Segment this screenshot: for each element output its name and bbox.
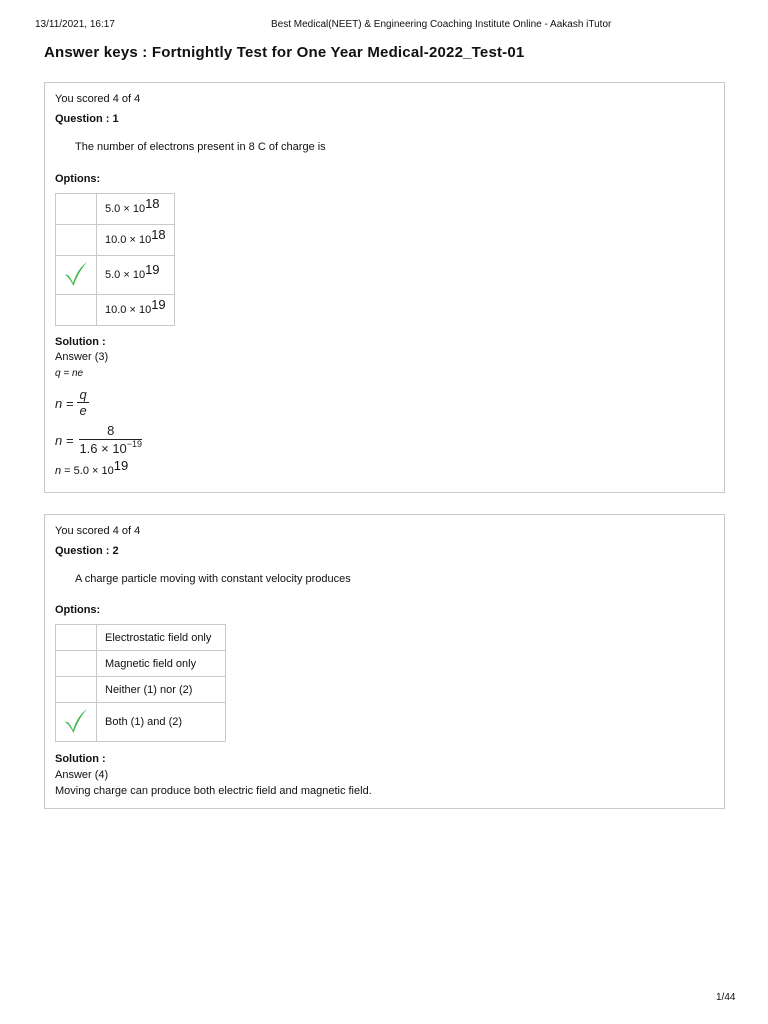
option-mark-cell (56, 225, 97, 256)
option-text: $5.0 \times 10^{19}$ (97, 256, 175, 295)
option-mark-cell (56, 256, 97, 295)
option-mark-cell (56, 677, 97, 703)
options-label: Options: (55, 604, 101, 616)
question-card-2 (44, 514, 725, 809)
print-datetime: 13/11/2021, 16:17 (35, 19, 115, 30)
option-row-3 (56, 256, 175, 295)
question-number: Question : 2 (55, 545, 119, 557)
option-text: $10.0 \times 10^{19}$ (97, 295, 175, 326)
formula-lhs: n = (55, 395, 74, 411)
check-icon (64, 261, 88, 287)
option-row-2 (56, 651, 226, 677)
solution-explanation: Moving charge can produce both electric field and magnetic field. (55, 785, 372, 797)
option-text: Neither (1) nor (2) (97, 677, 226, 703)
page-number: 1/44 (716, 992, 736, 1003)
denominator: $1.6 \times 10^{-19}$ (79, 439, 143, 456)
print-site-title: Best Medical(NEET) & Engineering Coaching Institute Online - Aakash iTutor (271, 19, 612, 30)
options-table (55, 624, 226, 742)
fraction (77, 387, 88, 419)
options-label: Options: (55, 173, 101, 185)
option-row-3 (56, 677, 226, 703)
options-table (55, 193, 175, 326)
option-mark-cell (56, 651, 97, 677)
option-mark-cell (56, 295, 97, 326)
solution-label: Solution : (55, 753, 106, 765)
check-icon (64, 708, 88, 734)
formula-q-equals-ne: q = ne (55, 368, 84, 379)
numerator: 8 (79, 423, 142, 440)
formula-n-value (55, 423, 142, 458)
formula-n-q-over-e (55, 387, 89, 419)
fraction (79, 423, 142, 458)
option-mark-cell (56, 703, 97, 742)
option-row-1 (56, 625, 226, 651)
denominator: e (79, 403, 87, 418)
question-text: The number of electrons present in 8 C of charge is (75, 141, 326, 153)
formula-n-result: $n = 5.0 \times 10^{19}$ (55, 458, 129, 477)
option-text: Electrostatic field only (97, 625, 226, 651)
option-row-4 (56, 295, 175, 326)
question-number: Question : 1 (55, 113, 119, 125)
answer-text: Answer (4) (55, 769, 109, 781)
page-title: Answer keys : Fortnightly Test for One Year Medical-2022_Test-01 (44, 44, 525, 61)
option-row-1 (56, 194, 175, 225)
option-row-4 (56, 703, 226, 742)
question-text: A charge particle moving with constant velocity produces (75, 573, 351, 585)
answer-text: Answer (3) (55, 351, 109, 363)
option-text: $10.0 \times 10^{18}$ (97, 225, 175, 256)
score-text: You scored 4 of 4 (55, 93, 141, 105)
question-card-1 (44, 82, 725, 493)
numerator: q (79, 387, 87, 402)
option-mark-cell (56, 625, 97, 651)
formula-lhs: n = (55, 433, 74, 448)
option-text: $5.0 \times 10^{18}$ (97, 194, 175, 225)
option-row-2 (56, 225, 175, 256)
solution-label: Solution : (55, 336, 106, 348)
score-text: You scored 4 of 4 (55, 525, 141, 537)
option-text: Both (1) and (2) (97, 703, 226, 742)
option-text: Magnetic field only (97, 651, 226, 677)
option-mark-cell (56, 194, 97, 225)
